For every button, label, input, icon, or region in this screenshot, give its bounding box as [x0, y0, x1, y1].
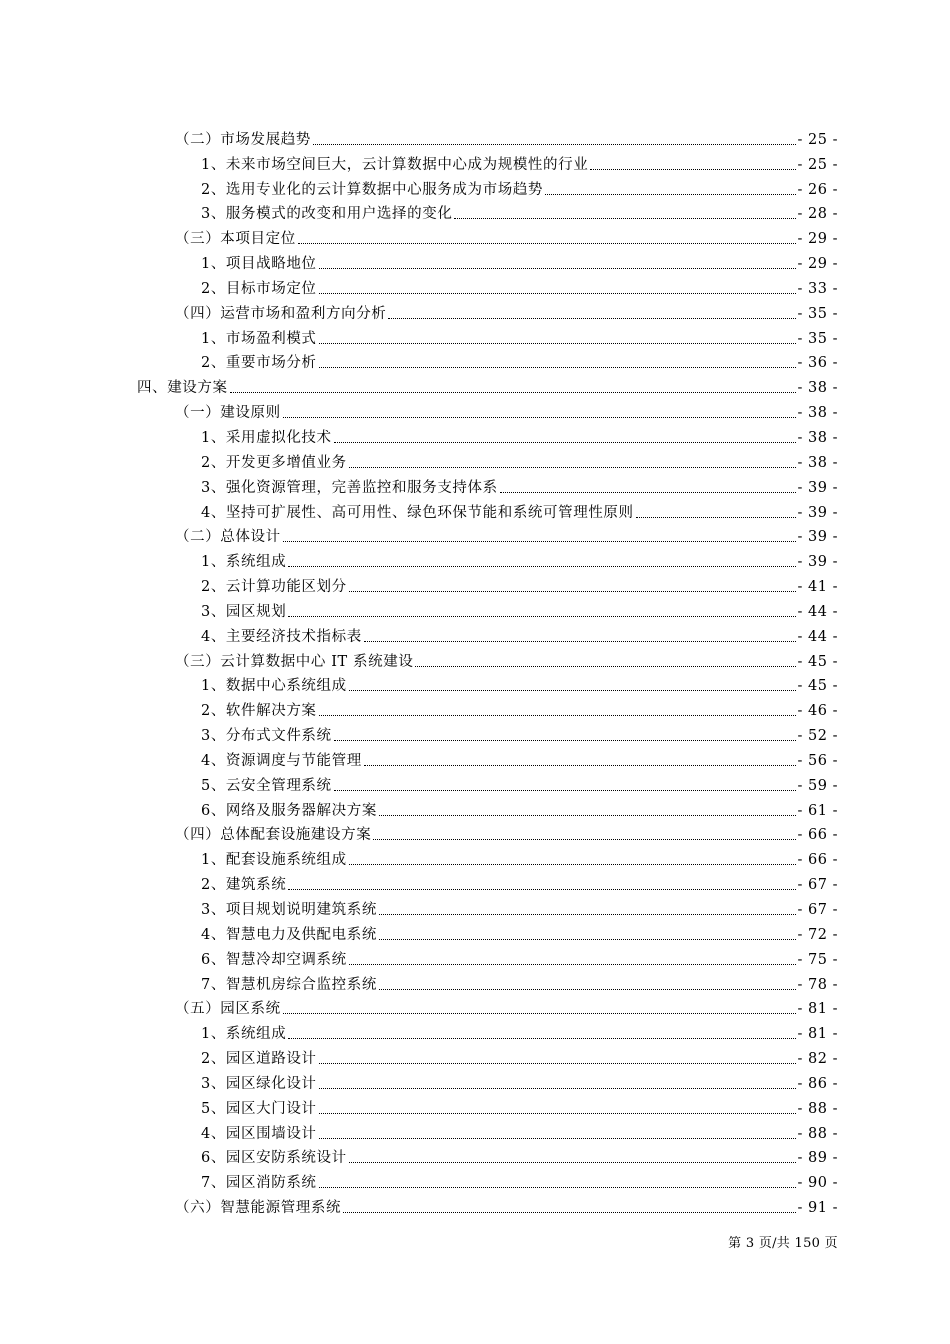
toc-dot-leader: [230, 392, 796, 393]
toc-entry-page-number: - 61 -: [797, 802, 838, 819]
toc-dot-leader: [319, 268, 796, 269]
toc-entry-title: 2、目标市场定位: [201, 280, 317, 297]
toc-entry-title: （二）总体设计: [175, 529, 281, 546]
toc-entry-page-number: - 82 -: [797, 1051, 838, 1068]
toc-entry[interactable]: [0, 422, 950, 447]
toc-dot-leader: [388, 318, 795, 319]
toc-entry[interactable]: [0, 795, 950, 820]
toc-entry-page-number: - 38 -: [797, 380, 838, 397]
toc-entry-page-number: - 38 -: [797, 405, 838, 422]
toc-entry-page-number: - 66 -: [797, 852, 838, 869]
toc-entry[interactable]: [0, 1093, 950, 1118]
toc-entry-page-number: - 39 -: [797, 554, 838, 571]
toc-entry-page-number: - 29 -: [797, 231, 838, 248]
toc-entry-title: （四）运营市场和盈利方向分析: [175, 305, 387, 322]
toc-dot-leader: [636, 517, 796, 518]
toc-dot-leader: [319, 1063, 796, 1064]
toc-entry-title: 4、主要经济技术指标表: [201, 628, 362, 645]
toc-dot-leader: [349, 864, 796, 865]
toc-entry[interactable]: [0, 844, 950, 869]
toc-dot-leader: [379, 939, 796, 940]
toc-dot-leader: [283, 417, 796, 418]
toc-dot-leader: [500, 492, 796, 493]
toc-dot-leader: [343, 1212, 795, 1213]
toc-entry[interactable]: [0, 199, 950, 224]
toc-entry-page-number: - 44 -: [797, 603, 838, 620]
toc-entry-page-number: - 41 -: [797, 579, 838, 596]
toc-entry[interactable]: [0, 869, 950, 894]
toc-entry-page-number: - 36 -: [797, 355, 838, 372]
toc-entry-page-number: - 78 -: [797, 976, 838, 993]
toc-entry-title: 2、建筑系统: [201, 877, 287, 894]
table-of-contents: [0, 124, 950, 1217]
toc-dot-leader: [283, 1013, 796, 1014]
toc-entry-page-number: - 45 -: [797, 653, 838, 670]
toc-entry-title: 3、服务模式的改变和用户选择的变化: [201, 206, 453, 223]
toc-entry-title: 3、分布式文件系统: [201, 728, 332, 745]
toc-entry-title: 1、配套设施系统组成: [201, 852, 347, 869]
toc-entry-title: 3、强化资源管理，完善监控和服务支持体系: [201, 479, 498, 496]
toc-dot-leader: [334, 740, 796, 741]
toc-entry[interactable]: [0, 720, 950, 745]
toc-entry[interactable]: [0, 248, 950, 273]
toc-entry-title: 4、资源调度与节能管理: [201, 752, 362, 769]
toc-entry-title: 3、园区绿化设计: [201, 1075, 317, 1092]
toc-entry-title: （六）智慧能源管理系统: [175, 1200, 342, 1217]
toc-entry-page-number: - 66 -: [797, 827, 838, 844]
toc-entry-title: 1、系统组成: [201, 1026, 287, 1043]
toc-entry-title: 四、建设方案: [137, 380, 228, 397]
toc-entry[interactable]: [0, 571, 950, 596]
toc-entry-page-number: - 75 -: [797, 951, 838, 968]
toc-entry-title: 1、项目战略地位: [201, 256, 317, 273]
toc-entry[interactable]: [0, 298, 950, 323]
toc-dot-leader: [373, 839, 795, 840]
toc-entry-title: 5、园区大门设计: [201, 1100, 317, 1117]
toc-entry[interactable]: [0, 497, 950, 522]
toc-entry-page-number: - 52 -: [797, 728, 838, 745]
toc-dot-leader: [298, 243, 796, 244]
toc-entry-title: 3、园区规划: [201, 603, 287, 620]
toc-entry-title: 4、智慧电力及供配电系统: [201, 926, 377, 943]
page-footer: 第 3 页/共 150 页: [728, 1236, 838, 1251]
toc-entry[interactable]: [0, 1143, 950, 1168]
toc-entry-title: （一）建设原则: [175, 405, 281, 422]
toc-entry-title: 2、园区道路设计: [201, 1051, 317, 1068]
toc-entry-page-number: - 39 -: [797, 504, 838, 521]
toc-dot-leader: [313, 144, 796, 145]
toc-entry-title: 4、园区围墙设计: [201, 1125, 317, 1142]
toc-entry[interactable]: [0, 944, 950, 969]
toc-entry-page-number: - 28 -: [797, 206, 838, 223]
toc-entry-page-number: - 25 -: [797, 131, 838, 148]
toc-entry-page-number: - 88 -: [797, 1125, 838, 1142]
toc-entry[interactable]: [0, 621, 950, 646]
toc-entry[interactable]: [0, 522, 950, 547]
toc-dot-leader: [545, 194, 796, 195]
toc-entry[interactable]: [0, 447, 950, 472]
toc-dot-leader: [319, 367, 796, 368]
toc-entry-page-number: - 35 -: [797, 305, 838, 322]
toc-entry[interactable]: [0, 1018, 950, 1043]
toc-entry[interactable]: [0, 770, 950, 795]
toc-entry-page-number: - 38 -: [797, 429, 838, 446]
toc-dot-leader: [319, 343, 796, 344]
toc-dot-leader: [364, 641, 796, 642]
toc-dot-leader: [379, 815, 796, 816]
toc-entry-title: 2、软件解决方案: [201, 703, 317, 720]
toc-dot-leader: [349, 690, 796, 691]
toc-entry-page-number: - 91 -: [797, 1200, 838, 1217]
toc-entry-title: 6、智慧冷却空调系统: [201, 951, 347, 968]
toc-entry-title: 3、项目规划说明建筑系统: [201, 902, 377, 918]
toc-dot-leader: [288, 889, 795, 890]
toc-entry-title: 2、开发更多增值业务: [201, 454, 347, 471]
toc-dot-leader: [319, 293, 796, 294]
toc-entry[interactable]: [0, 1192, 950, 1217]
toc-entry-page-number: - 67 -: [797, 877, 838, 894]
toc-dot-leader: [288, 1038, 795, 1039]
toc-entry[interactable]: [0, 174, 950, 199]
toc-entry-title: 6、园区安防系统设计: [201, 1150, 347, 1167]
toc-entry[interactable]: [0, 223, 950, 248]
toc-entry[interactable]: [0, 1043, 950, 1068]
toc-entry[interactable]: [0, 1118, 950, 1143]
toc-entry-page-number: - 72 -: [797, 926, 838, 943]
toc-entry[interactable]: [0, 646, 950, 671]
toc-entry-page-number: - 25 -: [797, 156, 838, 173]
toc-entry-title: （三）本项目定位: [175, 231, 296, 248]
toc-entry[interactable]: [0, 1068, 950, 1093]
toc-entry[interactable]: [0, 472, 950, 497]
toc-entry[interactable]: [0, 397, 950, 422]
toc-entry[interactable]: [0, 994, 950, 1019]
toc-entry-title: （五）园区系统: [175, 1001, 281, 1018]
toc-entry-title: 2、重要市场分析: [201, 355, 317, 372]
toc-entry-page-number: - 35 -: [797, 330, 838, 347]
toc-entry[interactable]: [0, 273, 950, 298]
toc-entry[interactable]: [0, 596, 950, 621]
toc-entry[interactable]: [0, 124, 950, 149]
toc-entry-page-number: - 81 -: [797, 1026, 838, 1043]
toc-entry[interactable]: [0, 820, 950, 845]
toc-entry-page-number: - 26 -: [797, 181, 838, 198]
toc-entry[interactable]: [0, 149, 950, 174]
toc-dot-leader: [379, 914, 796, 915]
toc-entry-title: 1、系统组成: [201, 554, 287, 571]
toc-entry-title: （三）云计算数据中心 IT 系统建设: [175, 653, 414, 670]
toc-entry-title: 1、市场盈利模式: [201, 330, 317, 347]
toc-entry-page-number: - 39 -: [797, 479, 838, 496]
toc-entry[interactable]: [0, 969, 950, 994]
toc-entry-page-number: - 46 -: [797, 703, 838, 720]
toc-entry-title: 1、采用虚拟化技术: [201, 429, 332, 446]
toc-entry-page-number: - 89 -: [797, 1150, 838, 1167]
toc-entry-title: 5、云安全管理系统: [201, 777, 332, 794]
toc-entry[interactable]: [0, 894, 950, 919]
toc-dot-leader: [590, 169, 795, 170]
toc-dot-leader: [349, 964, 796, 965]
toc-dot-leader: [349, 591, 796, 592]
toc-entry-title: 4、坚持可扩展性、高可用性、绿色环保节能和系统可管理性原则: [201, 504, 634, 521]
toc-entry-page-number: - 38 -: [797, 454, 838, 471]
toc-dot-leader: [334, 790, 796, 791]
toc-entry-page-number: - 88 -: [797, 1100, 838, 1117]
toc-dot-leader: [319, 715, 796, 716]
toc-dot-leader: [349, 1162, 796, 1163]
toc-dot-leader: [288, 566, 795, 567]
toc-dot-leader: [454, 218, 795, 219]
toc-dot-leader: [415, 666, 795, 667]
toc-entry[interactable]: [0, 348, 950, 373]
toc-entry-page-number: - 45 -: [797, 678, 838, 695]
toc-dot-leader: [364, 765, 796, 766]
toc-entry-page-number: - 56 -: [797, 752, 838, 769]
toc-entry[interactable]: [0, 671, 950, 696]
toc-entry[interactable]: [0, 695, 950, 720]
toc-dot-leader: [319, 1187, 796, 1188]
toc-entry[interactable]: [0, 1167, 950, 1192]
toc-dot-leader: [288, 616, 795, 617]
toc-entry-title: 1、数据中心系统组成: [201, 678, 347, 695]
toc-entry-title: 2、云计算功能区划分: [201, 579, 347, 596]
toc-entry-page-number: - 44 -: [797, 628, 838, 645]
toc-entry-page-number: - 67 -: [797, 902, 838, 918]
toc-entry-title: 7、智慧机房综合监控系统: [201, 976, 377, 993]
toc-entry-title: 6、网络及服务器解决方案: [201, 802, 377, 819]
toc-entry-page-number: - 39 -: [797, 529, 838, 546]
toc-entry-page-number: - 90 -: [797, 1175, 838, 1192]
toc-entry[interactable]: [0, 323, 950, 348]
toc-entry-title: 1、未来市场空间巨大，云计算数据中心成为规模性的行业: [201, 156, 589, 173]
toc-dot-leader: [334, 442, 796, 443]
toc-entry-page-number: - 81 -: [797, 1001, 838, 1018]
toc-entry[interactable]: [0, 745, 950, 770]
toc-entry-title: （四）总体配套设施建设方案: [175, 827, 372, 844]
toc-dot-leader: [319, 1088, 796, 1089]
toc-entry-page-number: - 86 -: [797, 1075, 838, 1092]
toc-entry-page-number: - 33 -: [797, 280, 838, 297]
toc-entry-title: 2、选用专业化的云计算数据中心服务成为市场趋势: [201, 181, 544, 198]
toc-dot-leader: [349, 467, 796, 468]
toc-entry-title: 7、园区消防系统: [201, 1175, 317, 1192]
toc-entry-page-number: - 29 -: [797, 256, 838, 273]
toc-entry[interactable]: [0, 546, 950, 571]
toc-dot-leader: [283, 541, 796, 542]
toc-dot-leader: [319, 1138, 796, 1139]
toc-entry[interactable]: [0, 919, 950, 944]
toc-entry[interactable]: [0, 372, 950, 397]
toc-entry-title: （二）市场发展趋势: [175, 131, 311, 148]
toc-dot-leader: [379, 989, 796, 990]
toc-dot-leader: [319, 1113, 796, 1114]
toc-entry-page-number: - 59 -: [797, 777, 838, 794]
